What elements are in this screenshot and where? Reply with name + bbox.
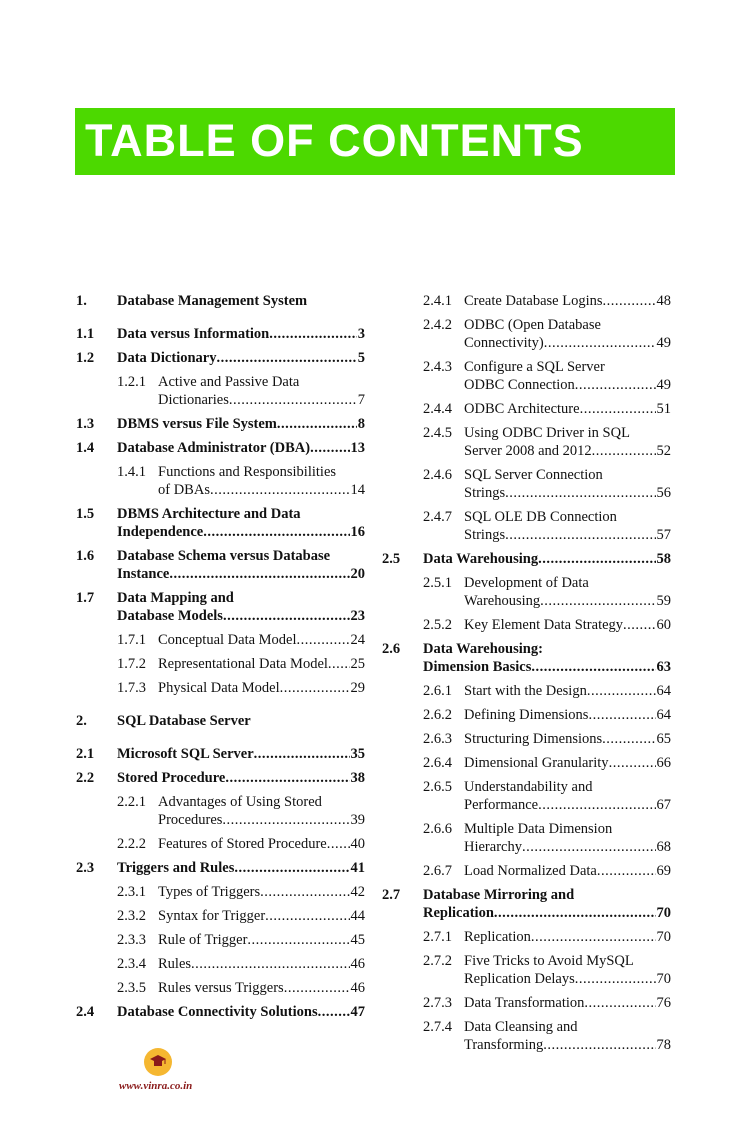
toc-entry[interactable] (382, 316, 671, 352)
toc-entry[interactable] (76, 655, 365, 673)
dot-leader (522, 838, 656, 856)
toc-entry[interactable] (382, 574, 671, 610)
dot-leader (623, 616, 655, 634)
toc-entry[interactable] (382, 994, 671, 1012)
toc-entry[interactable] (76, 439, 365, 457)
page-number: 13 (350, 440, 365, 456)
entry-title: Representational Data Model (158, 656, 328, 672)
entry-title: Microsoft SQL Server (117, 746, 254, 762)
page-number: 78 (656, 1037, 671, 1053)
dot-leader (538, 796, 655, 814)
entry-title: Database Models (117, 608, 223, 624)
entry-title: Database Schema versus Database (117, 548, 331, 564)
toc-left-column (76, 292, 365, 1027)
entry-number: 1.7.1 (117, 632, 146, 648)
entry-title: Instance (117, 566, 170, 582)
entry-number: 2.5.2 (423, 617, 452, 633)
entry-title: Syntax for Trigger (158, 908, 266, 924)
entry-title: Server 2008 and 2012 (464, 443, 592, 459)
entry-number: 2.7.4 (423, 1019, 452, 1035)
entry-title: Warehousing (464, 593, 541, 609)
entry-number: 2.3.3 (117, 932, 146, 948)
entry-number: 2.6 (382, 641, 401, 657)
dot-leader (592, 442, 656, 460)
entry-title: Data Warehousing (423, 551, 539, 567)
dot-leader (223, 607, 350, 625)
page-number: 66 (656, 755, 671, 771)
dot-leader (597, 862, 656, 880)
entry-title: SQL Server Connection (464, 467, 603, 483)
page-number: 58 (656, 551, 671, 567)
entry-number: 2.4 (76, 1004, 95, 1020)
entry-title: Performance (464, 797, 539, 813)
page-number: 23 (350, 608, 365, 624)
entry-title: Dimensional Granularity (464, 755, 609, 771)
entry-title: Procedures (158, 812, 223, 828)
page-number: 20 (350, 566, 365, 582)
toc-entry[interactable] (382, 706, 671, 724)
entry-number: 2.7.3 (423, 995, 452, 1011)
dot-leader (580, 400, 656, 418)
toc-entry[interactable] (382, 730, 671, 748)
page-number: 68 (656, 839, 671, 855)
entry-title: Key Element Data Strategy (464, 617, 624, 633)
entry-title: Configure a SQL Server (464, 359, 605, 375)
entry-title: Strings (464, 527, 506, 543)
entry-title: Independence (117, 524, 204, 540)
entry-title: Conceptual Data Model (158, 632, 297, 648)
entry-title: Data Warehousing: (423, 641, 543, 657)
entry-number: 2.7.2 (423, 953, 452, 969)
dot-leader (203, 523, 349, 541)
graduation-cap-icon (144, 1048, 172, 1076)
entry-title: Types of Triggers (158, 884, 261, 900)
dot-leader (543, 1036, 655, 1054)
entry-title: Dimension Basics (423, 659, 532, 675)
entry-title: Using ODBC Driver in SQL (464, 425, 630, 441)
toc-entry[interactable] (76, 679, 365, 697)
page-number: 47 (350, 1004, 365, 1020)
toc-entry[interactable] (76, 547, 365, 583)
entry-number: 2.5 (382, 551, 401, 567)
toc-chapter[interactable] (76, 292, 365, 310)
entry-title: Replication (423, 905, 494, 921)
toc-entry[interactable] (76, 769, 365, 787)
footer-url: www.vinra.co.in (119, 1080, 193, 1092)
dot-leader (222, 811, 349, 829)
toc-entry[interactable] (382, 358, 671, 394)
toc-chapter[interactable] (76, 712, 365, 730)
page-number: 29 (350, 680, 365, 696)
page-number: 56 (656, 485, 671, 501)
page-number: 48 (656, 293, 671, 309)
toc-right-column (382, 292, 671, 1060)
page-number: 40 (350, 836, 365, 852)
entry-number: 2.6.6 (423, 821, 452, 837)
toc-entry[interactable] (76, 415, 365, 433)
entry-title: Data Dictionary (117, 350, 217, 366)
toc-entry[interactable] (76, 325, 365, 343)
dot-leader (587, 682, 656, 700)
dot-leader (575, 970, 656, 988)
page-number: 38 (350, 770, 365, 786)
toc-entry[interactable] (382, 550, 671, 568)
entry-title: Database Management System (117, 293, 308, 309)
dot-leader (277, 415, 357, 433)
dot-leader (544, 334, 656, 352)
page-number: 57 (656, 527, 671, 543)
dot-leader (318, 1003, 350, 1021)
toc-entry[interactable] (76, 463, 365, 499)
toc-entry[interactable] (76, 835, 365, 853)
toc-entry[interactable] (382, 928, 671, 946)
page-number: 59 (656, 593, 671, 609)
entry-title: DBMS Architecture and Data (117, 506, 301, 522)
page-number: 46 (350, 956, 365, 972)
dot-leader (584, 994, 655, 1012)
page-number: 24 (350, 632, 365, 648)
entry-title: Replication Delays (464, 971, 575, 987)
entry-number: 2.4.3 (423, 359, 452, 375)
toc-entry[interactable] (76, 859, 365, 877)
dot-leader (216, 349, 356, 367)
page-title: TABLE OF CONTENTS (85, 115, 584, 166)
toc-entry[interactable] (382, 886, 671, 922)
dot-leader (260, 883, 349, 901)
page-number: 65 (656, 731, 671, 747)
entry-title: Rules (158, 956, 192, 972)
dot-leader (269, 325, 357, 343)
entry-title: DBMS versus File System (117, 416, 277, 432)
entry-title: Structuring Dimensions (464, 731, 603, 747)
entry-number: 2.4.4 (423, 401, 452, 417)
page-number: 70 (656, 905, 671, 921)
entry-number: 1.6 (76, 548, 95, 564)
entry-number: 2.4.1 (423, 293, 452, 309)
dot-leader (327, 835, 350, 853)
page-number: 35 (350, 746, 365, 762)
entry-title: Load Normalized Data (464, 863, 597, 879)
toc-entry[interactable] (76, 979, 365, 997)
entry-number: 2.5.1 (423, 575, 452, 591)
entry-number: 2.3.1 (117, 884, 146, 900)
toc-entry[interactable] (76, 631, 365, 649)
page-number: 41 (350, 860, 365, 876)
title-banner (75, 108, 675, 175)
entry-title: Stored Procedure (117, 770, 226, 786)
toc-entry[interactable] (382, 682, 671, 700)
entry-title: Rules versus Triggers (158, 980, 284, 996)
entry-number: 2.3.5 (117, 980, 146, 996)
entry-title: ODBC Architecture (464, 401, 580, 417)
toc-entry[interactable] (382, 1018, 671, 1054)
entry-title: Functions and Responsibilities (158, 464, 337, 480)
page-number: 63 (656, 659, 671, 675)
toc-entry[interactable] (76, 505, 365, 541)
toc-entry[interactable] (76, 373, 365, 409)
toc-entry[interactable] (382, 292, 671, 310)
entry-number: 2.3.4 (117, 956, 146, 972)
dot-leader (602, 730, 655, 748)
toc-entry[interactable] (382, 424, 671, 460)
entry-title: Five Tricks to Avoid MySQL (464, 953, 634, 969)
dot-leader (254, 745, 350, 763)
toc-entry[interactable] (76, 883, 365, 901)
entry-number: 2.1 (76, 746, 95, 762)
entry-title: Physical Data Model (158, 680, 280, 696)
entry-number: 2.6.7 (423, 863, 452, 879)
entry-number: 1.1 (76, 326, 95, 342)
dot-leader (265, 907, 349, 925)
dot-leader (191, 955, 349, 973)
entry-number: 2.7.1 (423, 929, 452, 945)
dot-leader (603, 292, 656, 310)
entry-number: 1.5 (76, 506, 95, 522)
entry-title: Understandability and (464, 779, 593, 795)
page-number: 76 (656, 995, 671, 1011)
dot-leader (328, 655, 350, 673)
page-number: 39 (350, 812, 365, 828)
entry-title: Active and Passive Data (158, 374, 300, 390)
dot-leader (169, 565, 349, 583)
entry-number: 2.6.2 (423, 707, 452, 723)
toc-entry[interactable] (382, 466, 671, 502)
entry-title: Create Database Logins (464, 293, 603, 309)
page-number: 44 (350, 908, 365, 924)
page-number: 51 (656, 401, 671, 417)
entry-title: Start with the Design (464, 683, 587, 699)
toc-entry[interactable] (76, 349, 365, 367)
dot-leader (538, 550, 655, 568)
dot-leader (531, 658, 655, 676)
entry-title: Multiple Data Dimension (464, 821, 613, 837)
page-number: 60 (656, 617, 671, 633)
entry-title: of DBAs (158, 482, 210, 498)
dot-leader (210, 481, 350, 499)
entry-title: Transforming (464, 1037, 544, 1053)
toc-entry[interactable] (382, 400, 671, 418)
toc-entry[interactable] (382, 508, 671, 544)
dot-leader (310, 439, 349, 457)
page-number: 45 (350, 932, 365, 948)
dot-leader (588, 706, 655, 724)
toc-entry[interactable] (382, 820, 671, 856)
dot-leader (284, 979, 350, 997)
page-number: 42 (350, 884, 365, 900)
entry-title: SQL OLE DB Connection (464, 509, 617, 525)
entry-title: Database Administrator (DBA) (117, 440, 311, 456)
entry-number: 2.6.5 (423, 779, 452, 795)
dot-leader (297, 631, 350, 649)
page-number: 49 (656, 377, 671, 393)
toc-entry[interactable] (382, 862, 671, 880)
dot-leader (225, 769, 349, 787)
entry-number: 2.2 (76, 770, 95, 786)
dot-leader (494, 904, 656, 922)
entry-number: 1.7.2 (117, 656, 146, 672)
toc-entry[interactable] (76, 955, 365, 973)
dot-leader (575, 376, 656, 394)
dot-leader (229, 391, 357, 409)
toc-entry[interactable] (382, 616, 671, 634)
toc-entry[interactable] (382, 754, 671, 772)
page-number: 3 (357, 326, 365, 342)
entry-title: ODBC Connection (464, 377, 575, 393)
entry-number: 2.6.3 (423, 731, 452, 747)
entry-number: 2.3.2 (117, 908, 146, 924)
entry-number: 2.4.5 (423, 425, 452, 441)
toc-entry[interactable] (382, 640, 671, 676)
page-number: 69 (656, 863, 671, 879)
entry-title: Features of Stored Procedure (158, 836, 327, 852)
entry-number: 2. (76, 713, 87, 729)
entry-title: ODBC (Open Database (464, 317, 601, 333)
entry-number: 1. (76, 293, 87, 309)
entry-title: Data versus Information (117, 326, 270, 342)
page-number: 25 (350, 656, 365, 672)
page-number: 7 (357, 392, 365, 408)
toc-entry[interactable] (76, 907, 365, 925)
toc-entry[interactable] (76, 1003, 365, 1021)
page-number: 64 (656, 707, 671, 723)
page-number: 16 (350, 524, 365, 540)
page-number: 8 (357, 416, 365, 432)
page-number: 46 (350, 980, 365, 996)
entry-title: Dictionaries (158, 392, 229, 408)
entry-number: 2.7 (382, 887, 401, 903)
entry-title: Advantages of Using Stored (158, 794, 322, 810)
entry-number: 2.4.6 (423, 467, 452, 483)
entry-number: 2.2.1 (117, 794, 146, 810)
entry-title: Development of Data (464, 575, 589, 591)
entry-number: 1.3 (76, 416, 95, 432)
entry-title: Database Mirroring and (423, 887, 575, 903)
entry-title: Rule of Trigger (158, 932, 248, 948)
page-number: 5 (357, 350, 365, 366)
entry-number: 2.4.7 (423, 509, 452, 525)
entry-number: 2.6.1 (423, 683, 452, 699)
entry-title: Data Cleansing and (464, 1019, 578, 1035)
entry-title: Connectivity) (464, 335, 544, 351)
toc-entry[interactable] (382, 952, 671, 988)
toc-entry[interactable] (76, 793, 365, 829)
toc-entry[interactable] (382, 778, 671, 814)
dot-leader (505, 484, 655, 502)
entry-number: 1.4.1 (117, 464, 146, 480)
entry-number: 2.3 (76, 860, 95, 876)
entry-title: Hierarchy (464, 839, 522, 855)
toc-entry[interactable] (76, 745, 365, 763)
page-number: 70 (656, 929, 671, 945)
dot-leader (531, 928, 656, 946)
page-number: 70 (656, 971, 671, 987)
entry-title: Data Mapping and (117, 590, 234, 606)
entry-title: Database Connectivity Solutions (117, 1004, 318, 1020)
dot-leader (505, 526, 655, 544)
page-number: 14 (350, 482, 365, 498)
entry-number: 1.4 (76, 440, 95, 456)
dot-leader (247, 931, 349, 949)
dot-leader (540, 592, 655, 610)
entry-title: Data Transformation (464, 995, 585, 1011)
entry-number: 1.2.1 (117, 374, 146, 390)
entry-title: SQL Database Server (117, 713, 251, 729)
entry-number: 2.2.2 (117, 836, 146, 852)
dot-leader (609, 754, 656, 772)
page-number: 67 (656, 797, 671, 813)
toc-entry[interactable] (76, 931, 365, 949)
toc-entry[interactable] (76, 589, 365, 625)
entry-number: 2.6.4 (423, 755, 452, 771)
entry-number: 2.4.2 (423, 317, 452, 333)
page-number: 49 (656, 335, 671, 351)
page-number: 64 (656, 683, 671, 699)
dot-leader (280, 679, 350, 697)
entry-number: 1.7.3 (117, 680, 146, 696)
entry-title: Replication (464, 929, 531, 945)
page-number: 52 (656, 443, 671, 459)
entry-title: Triggers and Rules (117, 860, 235, 876)
entry-title: Defining Dimensions (464, 707, 589, 723)
entry-number: 1.2 (76, 350, 95, 366)
entry-number: 1.7 (76, 590, 95, 606)
dot-leader (234, 859, 349, 877)
entry-title: Strings (464, 485, 506, 501)
